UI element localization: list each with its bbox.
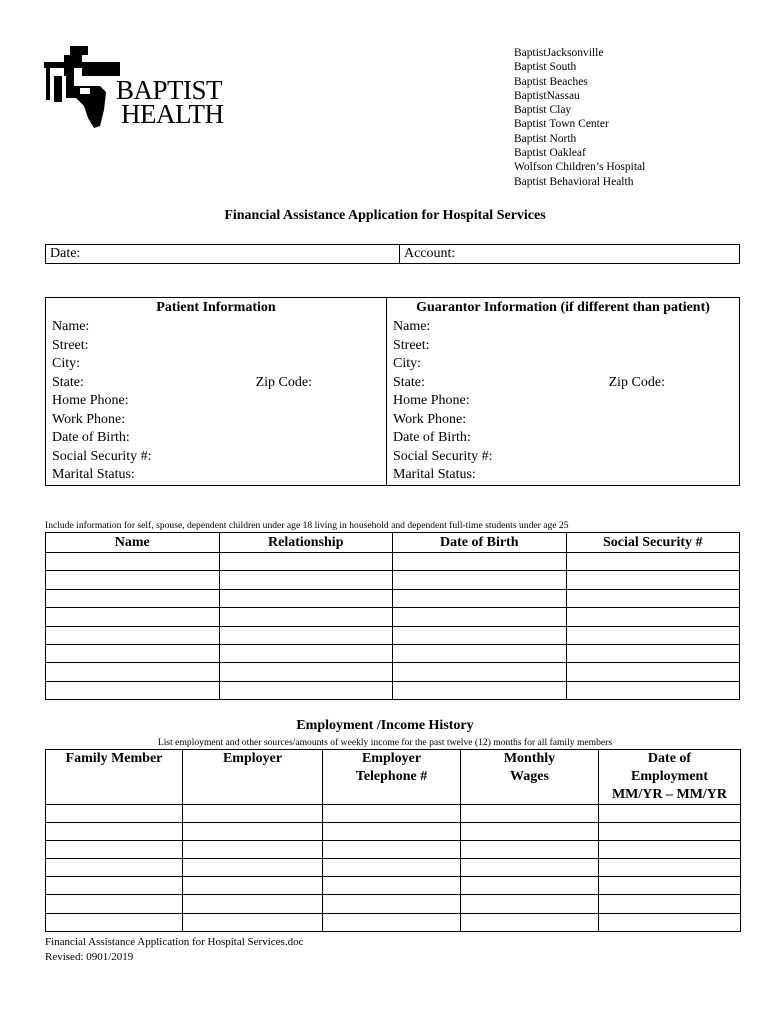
employment-col-monthly-wages [461,750,599,805]
guarantor-dob-field[interactable]: Date of Birth: [393,430,471,446]
table-cell[interactable] [599,823,741,841]
logo-wordmark [116,75,224,129]
table-cell[interactable] [461,859,599,877]
table-cell[interactable] [323,805,461,823]
table-cell[interactable] [599,859,741,877]
table-cell[interactable] [599,913,741,931]
table-row [46,571,740,589]
table-cell[interactable] [461,895,599,913]
guarantor-state-field: State: [393,374,425,390]
table-cell[interactable] [393,608,567,626]
baptist-health-logo [44,46,229,130]
patient-work-phone-field[interactable]: Work Phone: [46,411,387,430]
date-account-table [45,244,740,264]
guarantor-ssn-field[interactable]: Social Security #: [393,448,493,464]
household-note: Include information for self, spouse, dependent children under age 18 living in household and dependent full-time students under age 25 [45,520,569,531]
employment-col-family-member [46,750,183,805]
table-cell[interactable] [461,913,599,931]
patient-state-field: State: [52,374,84,390]
location-item: Baptist North [514,132,577,145]
patient-heading: Patient Information [46,298,387,319]
patient-dob-field[interactable]: Date of Birth: [46,429,387,448]
patient-state-cell[interactable] [46,374,387,393]
table-row [46,859,741,877]
table-cell[interactable] [323,877,461,895]
table-cell[interactable] [219,589,393,607]
guarantor-home-phone-field[interactable]: Home Phone: [393,393,470,409]
guarantor-marital-status-field[interactable]: Marital Status: [393,467,476,483]
table-row [46,553,740,571]
guarantor-heading: Guarantor Information (if different than patient) [416,300,710,315]
table-cell[interactable] [566,553,740,571]
table-row [46,681,740,699]
table-cell[interactable] [393,644,567,662]
location-item: Baptist Town Center [514,118,609,131]
table-cell[interactable] [323,913,461,931]
patient-marital-status-field[interactable]: Marital Status: [46,466,387,485]
table-cell[interactable] [393,681,567,699]
table-row [46,841,741,859]
header-line: Date of [647,751,692,766]
footer-revised: Revised: 0901/2019 [45,951,134,963]
header-line: MM/YR – MM/YR [611,787,728,802]
household-col-ssn: Social Security # [566,533,740,553]
table-cell[interactable] [566,681,740,699]
table-cell[interactable] [566,608,740,626]
employment-note: List employment and other sources/amounts of weekly income for the past twelve (12) months for all family members [157,737,613,748]
table-row [46,608,740,626]
patient-name-field[interactable]: Name: [46,318,387,337]
table-row [46,626,740,644]
header-line: Employer [361,751,422,766]
table-cell[interactable] [461,805,599,823]
table-cell[interactable] [599,895,741,913]
table-cell[interactable] [393,626,567,644]
table-cell[interactable] [393,553,567,571]
account-field[interactable]: Account: [400,245,740,264]
header-line: Family Member [65,751,163,766]
table-row [46,895,741,913]
header-line: Telephone # [355,769,428,784]
location-item: BaptistJacksonville [514,47,604,59]
household-table [45,532,740,700]
table-cell[interactable] [46,644,220,662]
patient-ssn-field[interactable]: Social Security #: [46,448,387,467]
table-row [46,589,740,607]
header-line: Wages [510,769,549,784]
location-item: Baptist Behavioral Health [514,175,634,188]
table-row [46,877,741,895]
header-line: Employer [222,751,283,766]
table-cell[interactable] [219,663,393,681]
table-cell[interactable] [323,859,461,877]
header-line: Monthly [503,751,556,766]
table-cell[interactable] [183,895,323,913]
table-cell[interactable] [461,877,599,895]
location-item: Baptist Beaches [514,75,588,88]
table-cell[interactable] [183,859,323,877]
patient-home-phone-field[interactable]: Home Phone: [46,392,387,411]
table-cell[interactable] [46,681,220,699]
guarantor-state-cell[interactable] [387,374,740,393]
table-cell[interactable] [183,805,323,823]
date-field[interactable]: Date: [46,245,400,264]
employment-table [45,749,741,932]
table-cell[interactable] [219,553,393,571]
table-cell[interactable] [46,626,220,644]
table-cell[interactable] [219,626,393,644]
document-footer [45,935,303,965]
guarantor-name-field[interactable]: Name: [393,319,431,335]
table-cell[interactable] [219,608,393,626]
table-row [46,913,741,931]
table-cell[interactable] [599,805,741,823]
table-cell[interactable] [566,571,740,589]
table-row [46,663,740,681]
logo-line1: BAPTIST [116,75,223,105]
table-cell[interactable] [46,895,183,913]
patient-guarantor-table [45,297,740,486]
patient-city-field[interactable]: City: [46,355,387,374]
table-cell[interactable] [599,877,741,895]
table-row [46,823,741,841]
locations-list [514,46,645,189]
table-cell[interactable] [393,571,567,589]
location-item: Baptist Clay [514,104,572,117]
employment-col-employer [183,750,323,805]
table-cell[interactable] [183,913,323,931]
table-cell[interactable] [566,644,740,662]
location-item: Baptist South [514,61,577,74]
table-cell[interactable] [46,571,220,589]
employment-col-employer-telephone [323,750,461,805]
table-row [46,644,740,662]
guarantor-street-field[interactable]: Street: [393,337,430,353]
table-cell[interactable] [183,877,323,895]
baptist-cross-icon [44,46,124,130]
employment-title: Employment /Income History [296,718,474,733]
guarantor-work-phone-field[interactable]: Work Phone: [393,411,467,427]
table-cell[interactable] [46,589,220,607]
header-line: Employment [631,769,708,784]
table-cell[interactable] [46,859,183,877]
table-cell[interactable] [46,913,183,931]
form-title: Financial Assistance Application for Hospital Services [224,208,546,223]
location-item: Wolfson Children’s Hospital [514,161,646,174]
table-cell[interactable] [46,841,183,859]
table-row [46,805,741,823]
table-cell[interactable] [183,823,323,841]
household-col-relationship: Relationship [219,533,393,553]
household-col-dob: Date of Birth [393,533,567,553]
table-cell[interactable] [566,626,740,644]
guarantor-zip-field[interactable]: Zip Code: [608,374,665,390]
table-cell[interactable] [46,805,183,823]
table-cell[interactable] [599,841,741,859]
table-cell[interactable] [46,823,183,841]
table-cell[interactable] [46,553,220,571]
table-cell[interactable] [219,571,393,589]
table-cell[interactable] [219,644,393,662]
table-cell[interactable] [566,663,740,681]
location-item: Baptist Oakleaf [514,147,586,160]
employment-col-date-of-employment [599,750,741,805]
table-cell[interactable] [393,663,567,681]
table-cell[interactable] [323,841,461,859]
table-cell[interactable] [393,589,567,607]
patient-street-field[interactable]: Street: [46,337,387,356]
guarantor-city-field[interactable]: City: [393,356,422,372]
table-cell[interactable] [183,841,323,859]
table-cell[interactable] [46,877,183,895]
footer-filename: Financial Assistance Application for Hospital Services.doc [45,936,304,948]
logo-line2: HEALTH [121,99,224,129]
table-cell[interactable] [323,823,461,841]
table-cell[interactable] [46,663,220,681]
table-cell[interactable] [323,895,461,913]
household-col-name: Name [46,533,220,553]
table-cell[interactable] [461,841,599,859]
location-item: BaptistNassau [514,89,580,102]
table-cell[interactable] [46,608,220,626]
table-cell[interactable] [219,681,393,699]
table-cell[interactable] [566,589,740,607]
patient-zip-field[interactable]: Zip Code: [255,374,312,390]
table-cell[interactable] [461,823,599,841]
